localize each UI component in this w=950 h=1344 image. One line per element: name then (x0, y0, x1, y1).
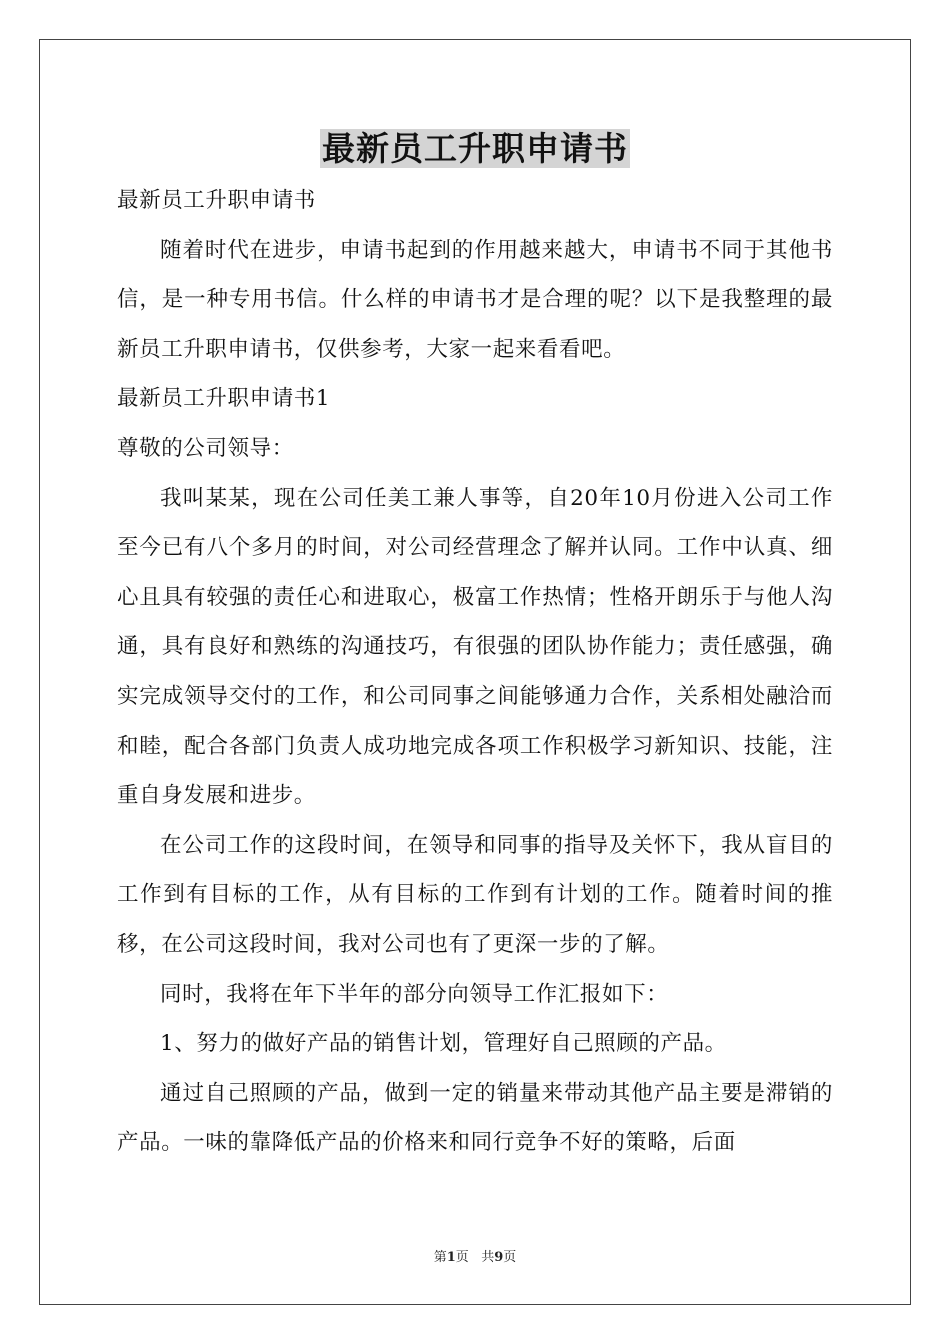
body-paragraph: 我叫某某，现在公司任美工兼人事等，自20年10月份进入公司工作至今已有八个多月的时间，对公司经营理念了解并认同。工作中认真、细心且具有较强的责任心和进取心，极富工作热情；性格开朗乐于与他人沟通，具有良好和熟练的沟通技巧，有很强的团队协作能力；责任感强，确实完成领导交付的工作，和公司同事之间能够通力合作，关系相处融洽而和睦，配合各部门负责人成功地完成各项工作积极学习新知识、技能，注重自身发展和进步。 (117, 485, 833, 809)
page-footer (0, 1246, 950, 1265)
total-pages-prefix: 共 (481, 1250, 495, 1265)
page-number-suffix: 页 (455, 1250, 469, 1265)
body-paragraph: 1、努力的做好产品的销售计划，管理好自己照顾的产品。 (160, 1031, 727, 1057)
document-body (117, 176, 833, 1168)
body-paragraph: 最新员工升职申请书1 (117, 386, 331, 412)
body-paragraph: 在公司工作的这段时间，在领导和同事的指导及关怀下，我从盲目的工作到有目标的工作，从有目标的工作到有计划的工作。随着时间的推移，在公司这段时间，我对公司也有了更深一步的了解。 (117, 832, 833, 957)
body-paragraph: 通过自己照顾的产品，做到一定的销量来带动其他产品主要是滞销的产品。一味的靠降低产品的价格来和同行竞争不好的策略，后面 (117, 1080, 833, 1156)
total-pages: 9 (494, 1250, 504, 1265)
document-title-text: 最新员工升职申请书 (322, 129, 628, 168)
document-title (0, 126, 950, 172)
body-paragraph: 尊敬的公司领导： (117, 435, 294, 461)
body-paragraph: 最新员工升职申请书 (117, 188, 316, 213)
body-paragraph: 同时，我将在年下半年的部分向领导工作汇报如下： (160, 981, 669, 1007)
body-paragraph: 随着时代在进步，申请书起到的作用越来越大，申请书不同于其他书信，是一种专用书信。什么样的申请书才是合理的呢？以下是我整理的最新员工升职申请书，仅供参考，大家一起来看看吧。 (117, 237, 833, 362)
total-pages-suffix: 页 (503, 1250, 517, 1265)
page-number: 1 (446, 1250, 456, 1265)
page-number-prefix: 第 (433, 1250, 447, 1265)
